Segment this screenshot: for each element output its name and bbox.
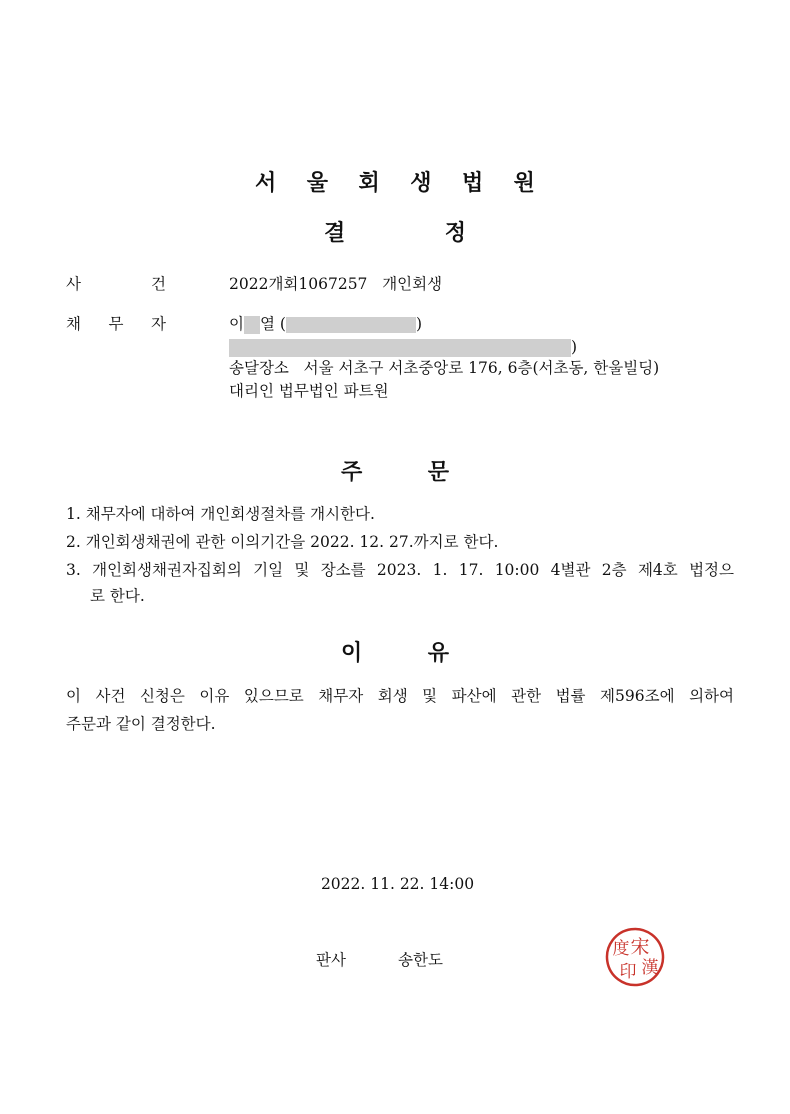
order-heading [0,455,790,486]
reason-heading [0,636,790,667]
judge-title: 판사 [316,951,346,969]
order-item: 1. 채무자에 대하여 개인회생절차를 개시한다. [66,505,375,523]
reason-heading-char: 이 [341,641,363,666]
svg-text:宋: 宋 [630,936,650,958]
judge-seal-stamp [604,926,666,988]
doc-type-char: 정 [444,221,466,246]
debtor-label [66,314,166,334]
id-redaction [286,317,416,333]
debtor-label-char: 자 [151,315,166,333]
court-title-char: 법 [461,171,484,196]
case-label-char: 건 [151,275,166,293]
open-paren: ( [279,315,286,333]
order-heading-char: 문 [427,460,449,485]
svg-text:印: 印 [619,962,637,982]
address-redaction [229,339,571,357]
svg-text:漢: 漢 [641,958,659,978]
court-title [0,166,790,197]
document-type [0,216,790,247]
debtor-address-redacted-line [229,337,577,357]
debtor-name-first: 이 [229,315,244,333]
seal-icon [604,926,666,988]
legal-agent: 대리인 법무법인 파트원 [229,382,389,400]
reason-text-line2: 주문과 같이 결정한다. [66,715,216,733]
court-title-char: 생 [410,171,432,196]
order-item: 3. 개인회생채권자집회의 기일 및 장소를 2023. 1. 17. 10:00 4별관 2층 제4호 법정으 [66,561,734,579]
doc-type-char: 결 [324,221,346,246]
court-title-char: 원 [513,171,535,196]
debtor-name-last: 열 [259,315,275,333]
order-item: 2. 개인회생채권에 관한 이의기간을 2022. 12. 27.까지로 한다. [66,533,499,551]
order-item-continuation: 로 한다. [90,587,145,605]
court-title-char: 서 [255,171,277,196]
case-label-char: 사 [66,275,81,293]
debtor-label-char: 무 [108,315,124,333]
reason-text-line1: 이 사건 신청은 이유 있으므로 채무자 회생 및 파산에 관한 법률 제596조에 의하여 [66,687,734,705]
case-label [66,274,166,294]
decision-date: 2022. 11. 22. 14:00 [320,875,475,893]
name-redaction [244,316,260,334]
service-address: 송달장소 서울 서초구 서초중앙로 176, 6층(서초동, 한울빌딩) [229,359,660,377]
reason-heading-char: 유 [427,641,449,666]
case-number: 2022개회1067257 개인회생 [229,275,443,293]
svg-text:度: 度 [612,939,630,959]
address-close-paren: ) [571,338,578,356]
court-title-char: 울 [306,171,328,196]
debtor-name-line [229,314,422,334]
court-title-char: 회 [358,171,380,196]
debtor-label-char: 채 [66,315,81,333]
order-heading-char: 주 [341,460,363,485]
judge-name: 송한도 [398,951,443,969]
close-paren: ) [415,315,423,333]
